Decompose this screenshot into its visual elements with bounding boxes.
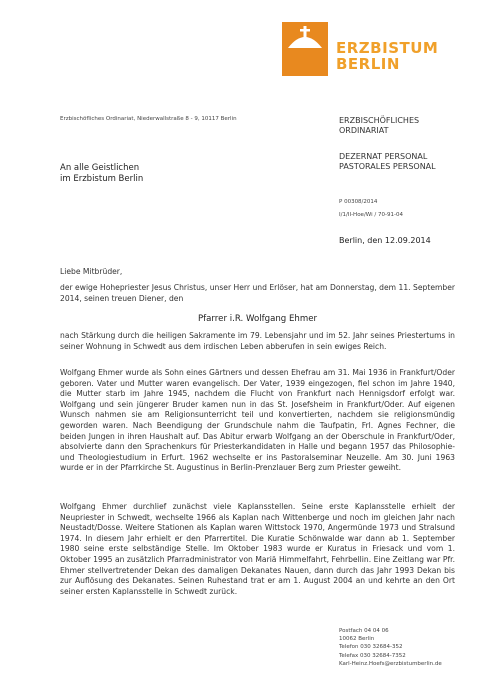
sender-address: Erzbischöfliches Ordinariat, Niederwallstraße 8 - 9, 10117 Berlin (60, 116, 237, 122)
reference-line-1: P 00308/2014 (339, 199, 378, 205)
org-line-1: ERZBISCHÖFLICHES (339, 116, 420, 125)
logo-line-1: ERZBISTUM (336, 39, 439, 57)
reference-block (339, 196, 403, 222)
footer-fax: Telefax 030 32684-7352 (339, 652, 406, 659)
footer-po-box: Postfach 04 04 06 (339, 628, 389, 634)
recipient-block (60, 163, 143, 185)
reference-line-2: I/1/II-Hoe/Wi / 70-91-04 (339, 212, 403, 218)
logo-line-2: BERLIN (336, 55, 400, 73)
dept-line-2: PASTORALES PERSONAL (339, 162, 436, 171)
dept-line-1: DEZERNAT PERSONAL (339, 152, 428, 161)
contact-footer (339, 627, 442, 668)
department-name (339, 152, 436, 172)
org-line-2: ORDINARIAT (339, 126, 389, 135)
footer-email[interactable]: Karl-Heinz.Hoefs@erzbistumberlin.de (339, 660, 442, 667)
deceased-name: Pfarrer i.R. Wolfgang Ehmer (197, 314, 318, 324)
footer-phone: Telefon 030 32684-352 (339, 644, 403, 651)
footer-city: 10062 Berlin (339, 636, 375, 643)
letter-date: Berlin, den 12.09.2014 (339, 236, 431, 245)
recipient-line-2: im Erzbistum Berlin (60, 174, 144, 184)
biography-paragraph-1: Wolfgang Ehmer wurde als Sohn eines Gärtners und dessen Ehefrau am 31. Mai 1936 in Frankfurt/Oder geboren. Vater und Mutter waren evangelisch. Der Vater, 1939 eingezogen, fiel schon im Jahre 1940, die Mutter starb im Jahre 1945, nachdem die Flucht von Frankfurt nach Hennigsdorf erfolgt war. Wolfgang und sein jüngerer Bruder kamen nun in das St. Josefsheim in Frankfurt/Oder. Auf eigenen Wunsch nahmen sie am Religionsunterricht teil und konvertierten, nachdem sie religionsmündig geworden waren. Nach Beendigung der Grundschule nahm die Taufpatin, Frl. Agnes Fechner, die beiden Jungen in ihren Haushalt auf. Das Abitur erwarb Wolfgang an der Oberschule in Frankfurt/Oder, absolvierte dann den Sprachenkurs für Priesterkandidaten in Halle und begann 1957 das Philosophie- und Theologiestudium in Erfurt. 1962 wechselte er ins Pastoralseminar Neuzelle. Am 30. Juni 1963 wurde er in der Pfarrkirche St. Augustinus in Berlin-Prenzlauer Berg zum Priester geweiht. (60, 368, 455, 473)
biography-paragraph-2: Wolfgang Ehmer durchlief zunächst viele Kaplansstellen. Seine erste Kaplansstelle erhielt der Neupriester in Schwedt, wechselte 1966 als Kaplan nach Wittenberge und noch im gleichen Jahr nach Neustadt/Dosse. Weitere Stationen als Kaplan waren Wittstock 1970, Angermünde 1973 und Stralsund 1974. In diesem Jahr erhielt er den Pfarrertitel. Die Kuratie Schönwalde war dann ab 1. September 1980 seine erste selbständige Stelle. Im Oktober 1983 wurde er Kuratus in Friesack und vom 1. Oktober 1995 an zusätzlich Pfarradministrator von Mariä Himmelfahrt, Fehrbellin. Eine Zeitlang war Pfr. Ehmer stellvertretender Dekan des damaligen Dekanates Nauen, dann durch das Jahr 1993 Dekan bis zur Auflösung des Dekanates. Seinen Ruhestand trat er am 1. August 2004 an und kehrte an den Ort seiner ersten Kaplansstelle in Schwedt zurück. (60, 502, 455, 596)
intro-paragraph: der ewige Hohepriester Jesus Christus, unser Herr und Erlöser, hat am Donnerstag, dem 11. September 2014, seinen treuen Diener, den (60, 283, 455, 303)
organisation-name (339, 116, 419, 136)
death-paragraph: nach Stärkung durch die heiligen Sakramente im 79. Lebensjahr und im 52. Jahr seines Priestertums in seiner Wohnung in Schwedt aus dem irdischen Leben abberufen in sein ewiges Reich. (60, 331, 455, 351)
logo-wordmark (336, 40, 438, 72)
salutation: Liebe Mitbrüder, (60, 267, 123, 276)
logo-mark (282, 22, 328, 76)
church-cross-icon (282, 22, 328, 76)
recipient-line-1: An alle Geistlichen (60, 163, 140, 173)
